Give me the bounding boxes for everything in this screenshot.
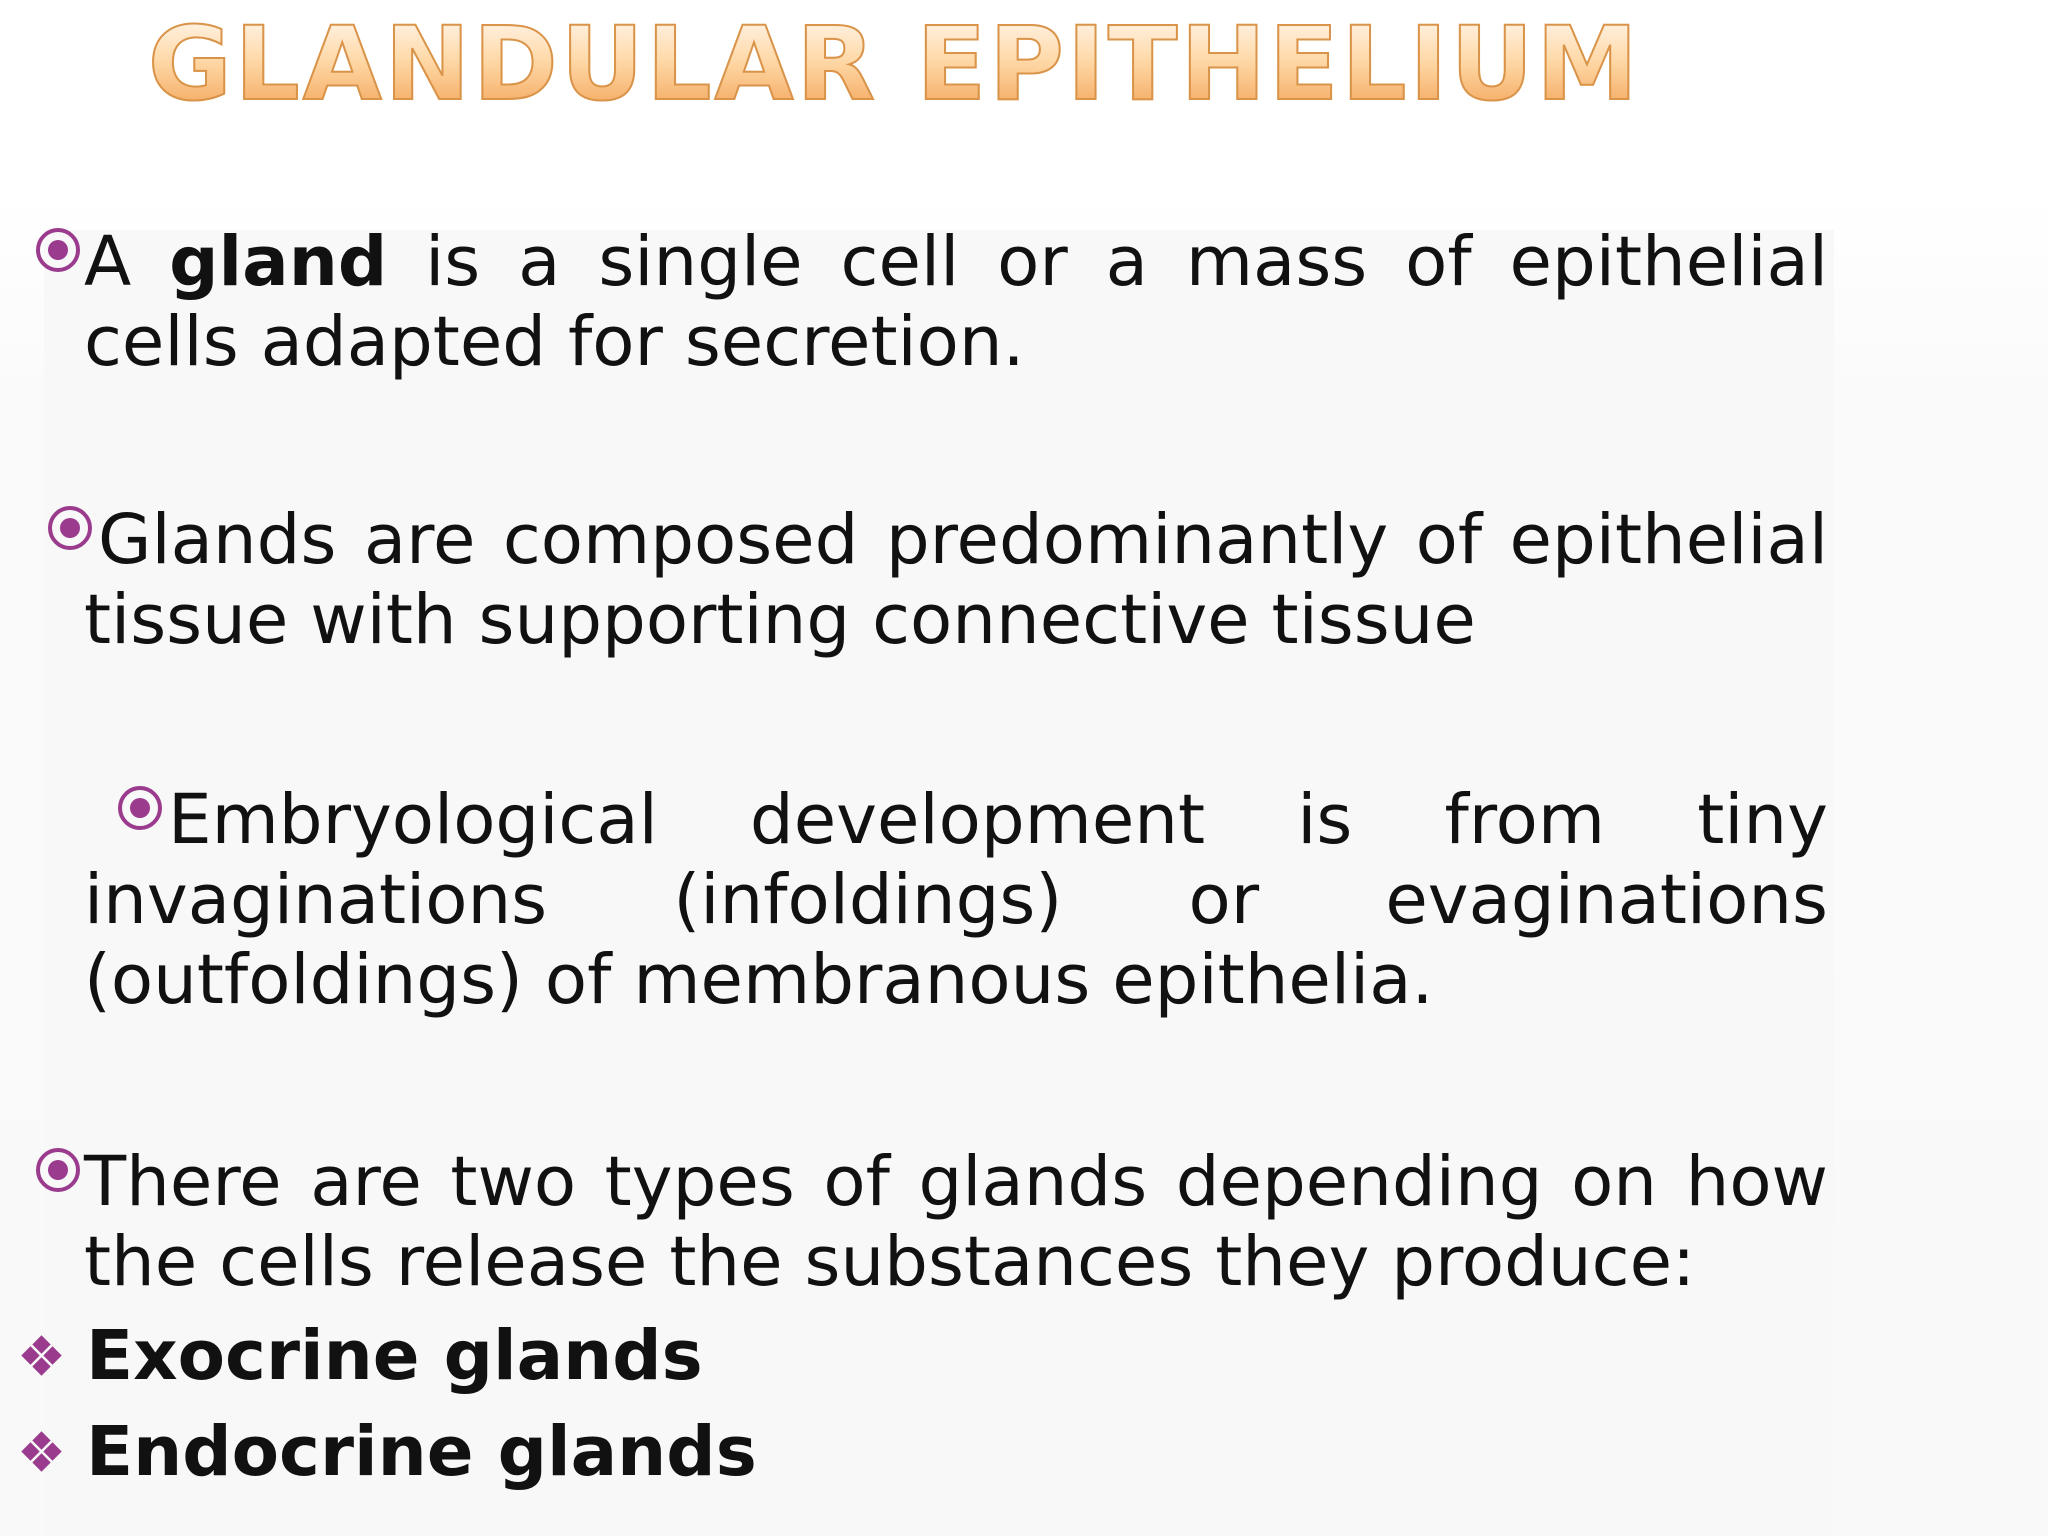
circle-dot-bullet-icon [36,1148,80,1192]
paragraph-prefix: A [84,222,170,302]
circle-dot-bullet-icon [48,506,92,550]
list-item-endocrine [22,1412,757,1492]
paragraph-text: Glands are composed predominantly of epithelial tissue with supporting connective tissue [84,500,1828,660]
circle-dot-bullet-icon [118,786,162,830]
four-diamond-bullet-icon [22,1336,62,1376]
list-item-label: Exocrine glands [86,1316,703,1396]
slide-title: GLANDULAR EPITHELIUM [148,5,1641,124]
paragraph-gland-composition [84,500,1828,660]
paragraph-text: There are two types of glands depending on how the cells release the substances they produce: [84,1142,1828,1302]
paragraph-bold-term: gland [169,222,388,302]
paragraph-rest: is a single cell or a mass of epithelial cells adapted for secretion. [84,222,1828,382]
paragraph-text: Embryological development is from tiny invaginations (infoldings) or evaginations (outfoldings) of membranous epithelia. [84,780,1828,1020]
paragraph-gland-types [84,1142,1828,1302]
four-diamond-bullet-icon [22,1432,62,1472]
list-item-exocrine [22,1316,703,1396]
paragraph-embryological-development [84,780,1828,1020]
paragraph-gland-definition [84,222,1828,382]
circle-dot-bullet-icon [36,228,80,272]
list-item-label: Endocrine glands [86,1412,757,1492]
